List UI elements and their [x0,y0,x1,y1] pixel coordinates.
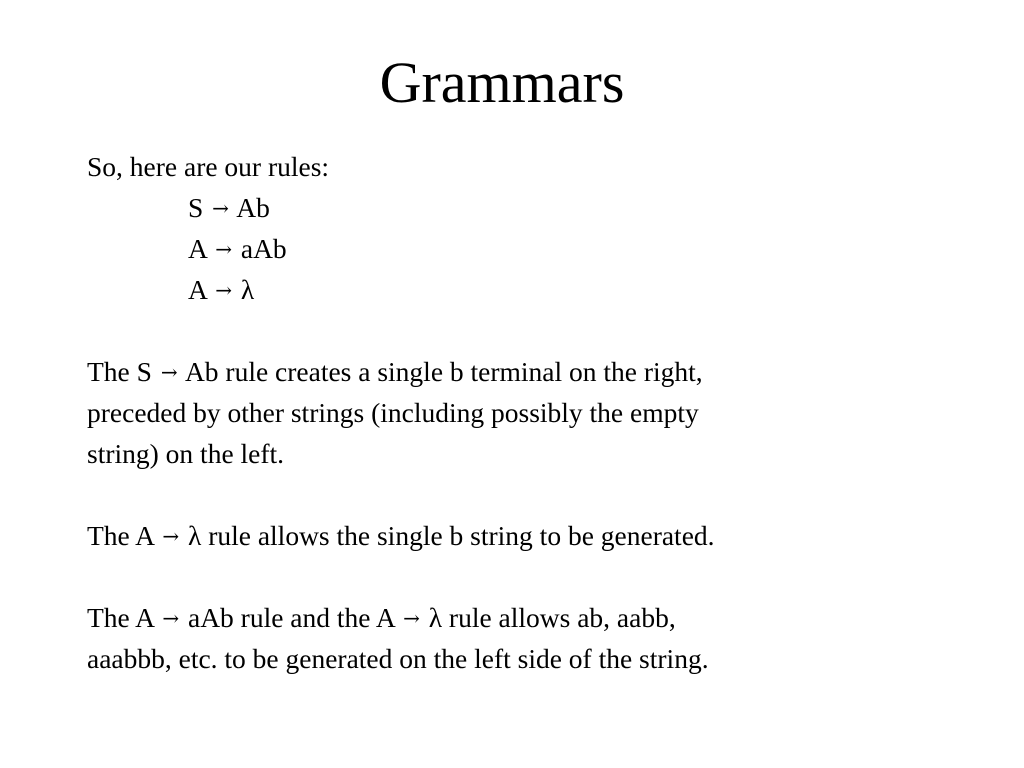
para3-line2: aaabbb, etc. to be generated on the left side of the string. [87,643,709,674]
right-arrow-icon: → [160,360,178,384]
para2-pre: The A [87,520,154,551]
rule-1 [87,187,967,228]
spacer [87,474,967,515]
right-arrow-icon: → [212,196,229,220]
para1-pre: The S [87,356,152,387]
para2-line1 [87,515,967,556]
para3-mid: aAb rule and the A [187,602,395,633]
right-arrow-icon: → [403,606,420,630]
right-arrow-icon: → [162,524,180,548]
right-arrow-icon: → [215,278,232,302]
rule-2-rhs: aAb [240,233,287,264]
spacer [87,310,967,351]
rule-1-rhs: Ab [236,192,270,223]
right-arrow-icon: → [162,606,180,630]
para1-line1 [87,351,967,392]
rule-2 [87,228,967,269]
para1-line2: preceded by other strings (including possibly the empty [87,397,699,428]
para3-sym: λ [428,602,443,633]
para3-line1 [87,597,967,638]
rule-3 [87,269,967,310]
spacer [87,556,967,597]
para1-line3: string) on the left. [87,438,285,469]
intro-text: So, here are our rules: [87,151,330,182]
rule-2-lhs: A [188,233,207,264]
rule-3-lhs: A [188,274,207,305]
slide-body [87,146,967,679]
para1-post: Ab rule creates a single b terminal on the right, [184,356,703,387]
para2-sym: λ [187,520,202,551]
slide-title: Grammars [379,50,625,115]
right-arrow-icon: → [215,237,232,261]
rule-3-rhs: λ [240,274,255,305]
para3-pre: The A [87,602,154,633]
para2-post: rule allows the single b string to be generated. [208,520,715,551]
rule-1-lhs: S [188,192,204,223]
para3-post: rule allows ab, aabb, [448,602,676,633]
